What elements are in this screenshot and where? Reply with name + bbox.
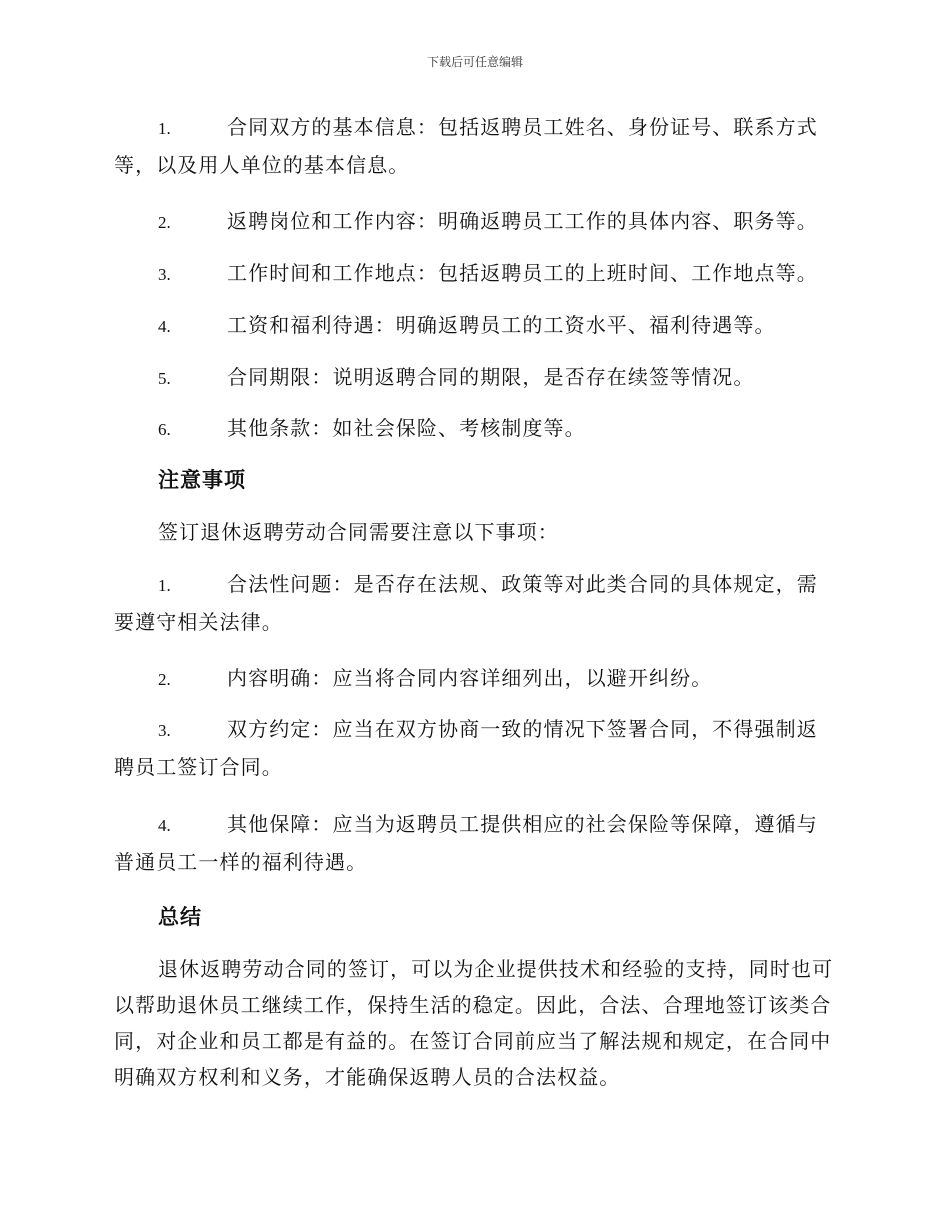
list-item-number: 1. (158, 119, 171, 138)
list-item-number: 3. (158, 265, 171, 284)
list-item-text: 合同双方的基本信息：包括返聘员工姓名、身份证号、联系方式等，以及用人单位的基本信息。 (114, 115, 818, 177)
list-item (114, 711, 834, 785)
list-item-text: 双方约定：应当在双方协商一致的情况下签署合同，不得强制返聘员工签订合同。 (114, 717, 818, 779)
list-item-number: 3. (158, 721, 171, 740)
list-item-text: 工资和福利待遇：明确返聘员工的工资水平、福利待遇等。 (227, 313, 776, 337)
list-item-number: 1. (158, 576, 171, 595)
section-heading-summary: 总结 (158, 905, 202, 929)
list-item-text: 其他保障：应当为返聘员工提供相应的社会保险等保障，遵循与普通员工一样的福利待遇。 (114, 812, 818, 874)
list-item-text: 其他条款：如社会保险、考核制度等。 (227, 416, 586, 440)
list-item (114, 203, 834, 241)
list-item-text: 合法性问题：是否存在法规、政策等对此类合同的具体规定，需要遵守相关法律。 (114, 572, 818, 634)
section-heading-notes: 注意事项 (158, 468, 246, 492)
list-item-number: 2. (158, 213, 171, 232)
list-item (114, 410, 834, 448)
summary-paragraph: 退休返聘劳动合同的签订，可以为企业提供技术和经验的支持，同时也可以帮助退休员工继续工作，保持生活的稳定。因此，合法、合理地签订该类合同，对企业和员工都是有益的。在签订合同前应当了解法规和规定，在合同中明确双方权利和义务，才能确保返聘人员的合法权益。 (114, 957, 834, 1089)
list-item-text: 返聘岗位和工作内容：明确返聘员工工作的具体内容、职务等。 (227, 209, 818, 233)
page-header: 下载后可任意编辑 (426, 55, 523, 69)
list-item-number: 5. (158, 369, 171, 388)
list-item-number: 4. (158, 816, 171, 835)
list-item-number: 2. (158, 670, 171, 689)
list-item (114, 307, 834, 345)
list-item (114, 109, 834, 183)
list-item-text: 工作时间和工作地点：包括返聘员工的上班时间、工作地点等。 (227, 261, 818, 285)
list-item-text: 内容明确：应当将合同内容详细列出，以避开纠纷。 (227, 666, 713, 690)
list-item (114, 255, 834, 293)
list-item (114, 566, 834, 640)
list-item-number: 4. (158, 317, 171, 336)
list-item (114, 359, 834, 397)
list-item-number: 6. (158, 420, 171, 439)
list-item (114, 806, 834, 880)
list-item-text: 合同期限：说明返聘合同的期限，是否存在续签等情况。 (227, 365, 755, 389)
list-item (114, 660, 834, 698)
notes-intro: 签订退休返聘劳动合同需要注意以下事项： (158, 520, 559, 544)
